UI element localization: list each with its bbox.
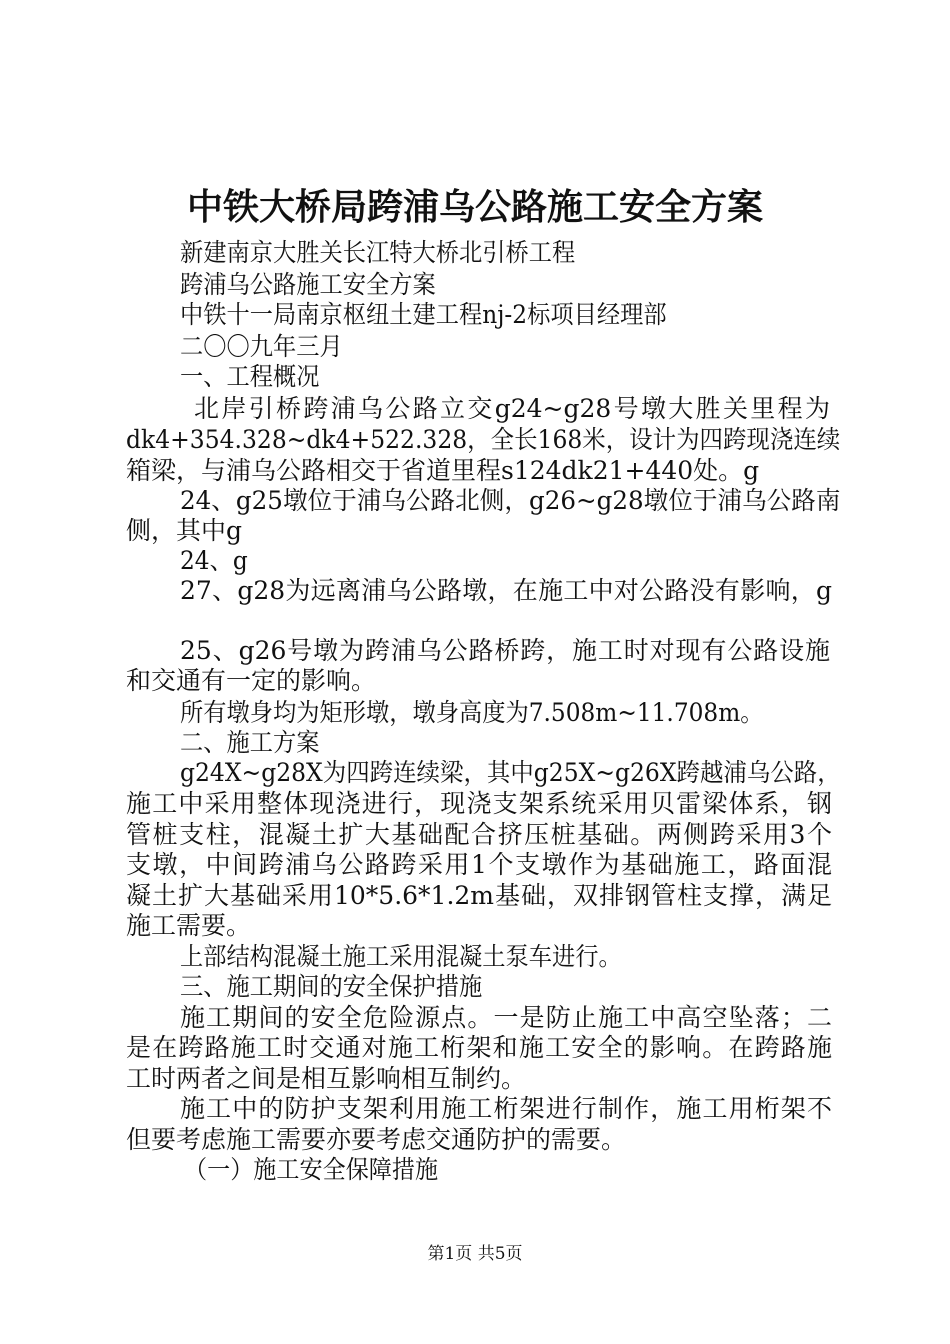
text-line: 24、g [180, 546, 248, 575]
text-line: 上部结构混凝土施工采用混凝土泵车进行。 [180, 942, 622, 971]
page-number: 第1页 共5页 [427, 1244, 523, 1264]
text-line: 但要考虑施工需要亦要考虑交通防护的需要。 [126, 1125, 627, 1154]
text-line: 工时两者之间是相互影响相互制约。 [126, 1064, 527, 1093]
text-line: 施工期间的安全危险源点。一是防止施工中高空坠落；二 [180, 1003, 832, 1032]
document-title: 中铁大桥局跨浦乌公路施工安全方案 [186, 186, 763, 228]
section-heading: 三、施工期间的安全保护措施 [180, 972, 483, 1001]
text-line: 凝土扩大基础采用10*5.6*1.2m基础，双排钢管柱支撑，满足 [126, 881, 832, 910]
text-line: 北岸引桥跨浦乌公路立交g24~g28号墩大胜关里程为 [194, 394, 830, 423]
text-line: 中铁十一局南京枢纽土建工程nj-2标项目经理部 [180, 300, 667, 329]
text-line: 25、g26号墩为跨浦乌公路桥跨，施工时对现有公路设施 [180, 636, 830, 665]
text-line: 所有墩身均为矩形墩，墩身高度为7.508m~11.708m。 [180, 698, 764, 727]
text-line: 箱梁，与浦乌公路相交于省道里程s124dk21+440处。g [126, 456, 760, 485]
text-line: g24X~g28X为四跨连续梁，其中g25X~g26X跨越浦乌公路， [180, 758, 841, 787]
text-line: 施工中的防护支架利用施工桁架进行制作，施工用桁架不 [180, 1094, 832, 1123]
text-line: 施工需要。 [126, 911, 252, 940]
text-line: 是在跨路施工时交通对施工桁架和施工安全的影响。在跨路施 [126, 1033, 832, 1062]
text-line: 27、g28为远离浦乌公路墩，在施工中对公路没有影响，g [180, 576, 832, 605]
text-line: 施工中采用整体现浇进行，现浇支架系统采用贝雷梁体系，钢 [126, 789, 832, 818]
text-line: 跨浦乌公路施工安全方案 [180, 270, 436, 299]
text-line: 侧，其中g [126, 516, 243, 545]
text-line: 二〇〇九年三月 [180, 332, 343, 361]
text-line: dk4+354.328~dk4+522.328，全长168米，设计为四跨现浇连续 [126, 425, 841, 454]
section-heading: 二、施工方案 [180, 728, 320, 757]
subsection-heading: （一）施工安全保障措施 [184, 1155, 439, 1184]
text-line: 支墩，中间跨浦乌公路跨采用1个支墩作为基础施工，路面混 [126, 850, 832, 879]
text-line: 和交通有一定的影响。 [126, 666, 377, 695]
section-heading: 一、工程概况 [180, 362, 320, 391]
text-line: 新建南京大胜关长江特大桥北引桥工程 [180, 238, 576, 267]
text-line: 管桩支柱，混凝土扩大基础配合挤压桩基础。两侧跨采用3个 [126, 820, 832, 849]
text-line: 24、g25墩位于浦乌公路北侧，g26~g28墩位于浦乌公路南 [180, 486, 841, 515]
